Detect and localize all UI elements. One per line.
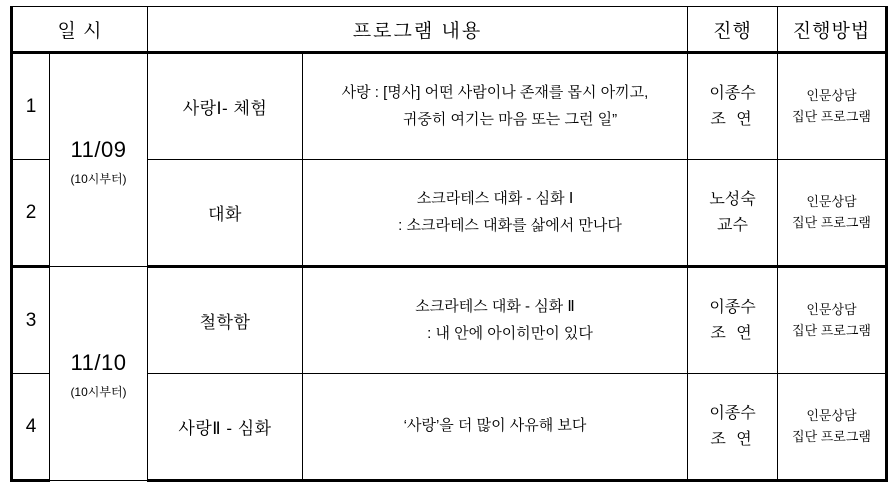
table-header <box>12 7 887 53</box>
mode-cell <box>778 374 887 481</box>
program-title: 사랑Ⅰ- 체험 <box>148 53 303 160</box>
description-line-2: 귀중히 여기는 마음 또는 그런 일” <box>402 110 618 128</box>
row-number: 1 <box>12 53 50 160</box>
date-note: (10시부터) <box>70 171 127 186</box>
row-number: 2 <box>12 160 50 267</box>
schedule-table <box>10 6 888 482</box>
host-role: 조 연 <box>710 324 755 342</box>
table-row <box>12 267 887 374</box>
date-label: 11/10 <box>70 350 127 375</box>
mode-line-1: 인문상담 <box>806 87 857 103</box>
program-title: 사랑Ⅱ - 심화 <box>148 374 303 481</box>
date-note: (10시부터) <box>70 385 127 399</box>
column-header-program: 프로그램 내용 <box>148 7 688 53</box>
date-cell <box>50 267 148 481</box>
host-cell <box>688 374 778 481</box>
mode-cell <box>778 53 887 160</box>
column-header-date: 일 시 <box>12 7 148 53</box>
host-role: 조 연 <box>710 110 755 128</box>
row-number: 3 <box>12 267 50 374</box>
description-line-1: 소크라테스 대화 - 심화 Ⅰ <box>416 190 574 208</box>
description-line-1: ‘사랑’을 더 많이 사유해 보다 <box>403 417 587 435</box>
description-line-1: 소크라테스 대화 - 심화 Ⅱ <box>415 298 575 316</box>
description-line-1: 사랑 : [명사] 어떤 사람이나 존재를 몹시 아끼고, <box>341 84 649 102</box>
column-header-mode: 진행방법 <box>778 7 887 53</box>
date-label: 11/09 <box>70 136 127 162</box>
mode-cell <box>778 267 887 374</box>
host-role: 교수 <box>717 216 748 234</box>
host-name: 이종수 <box>709 84 756 102</box>
program-description <box>303 160 688 267</box>
program-title: 대화 <box>148 160 303 267</box>
description-line-2: : 소크라테스 대화를 삶에서 만나다 <box>398 216 622 234</box>
mode-line-1: 인문상담 <box>806 301 857 317</box>
host-role: 조 연 <box>710 430 755 448</box>
mode-line-2: 집단 프로그램 <box>792 322 871 338</box>
host-cell <box>688 53 778 160</box>
program-description <box>303 53 688 160</box>
table-row <box>12 53 887 160</box>
column-header-host: 진행 <box>688 7 778 53</box>
host-cell <box>688 267 778 374</box>
table-body <box>12 53 887 481</box>
date-cell <box>50 53 148 267</box>
host-name: 이종수 <box>709 298 756 316</box>
description-line-2: : 내 안에 아이히만이 있다 <box>427 324 593 342</box>
host-name: 이종수 <box>709 404 756 422</box>
host-name: 노성숙 <box>709 190 756 208</box>
program-title: 철학함 <box>148 267 303 374</box>
host-cell <box>688 160 778 267</box>
mode-line-2: 집단 프로그램 <box>792 428 871 444</box>
mode-line-1: 인문상담 <box>806 407 857 423</box>
mode-cell <box>778 160 887 267</box>
mode-line-1: 인문상담 <box>806 193 857 209</box>
program-description <box>303 267 688 374</box>
mode-line-2: 집단 프로그램 <box>792 108 871 124</box>
header-row <box>12 7 887 53</box>
row-number: 4 <box>12 374 50 481</box>
program-description <box>303 374 688 481</box>
mode-line-2: 집단 프로그램 <box>792 214 871 230</box>
